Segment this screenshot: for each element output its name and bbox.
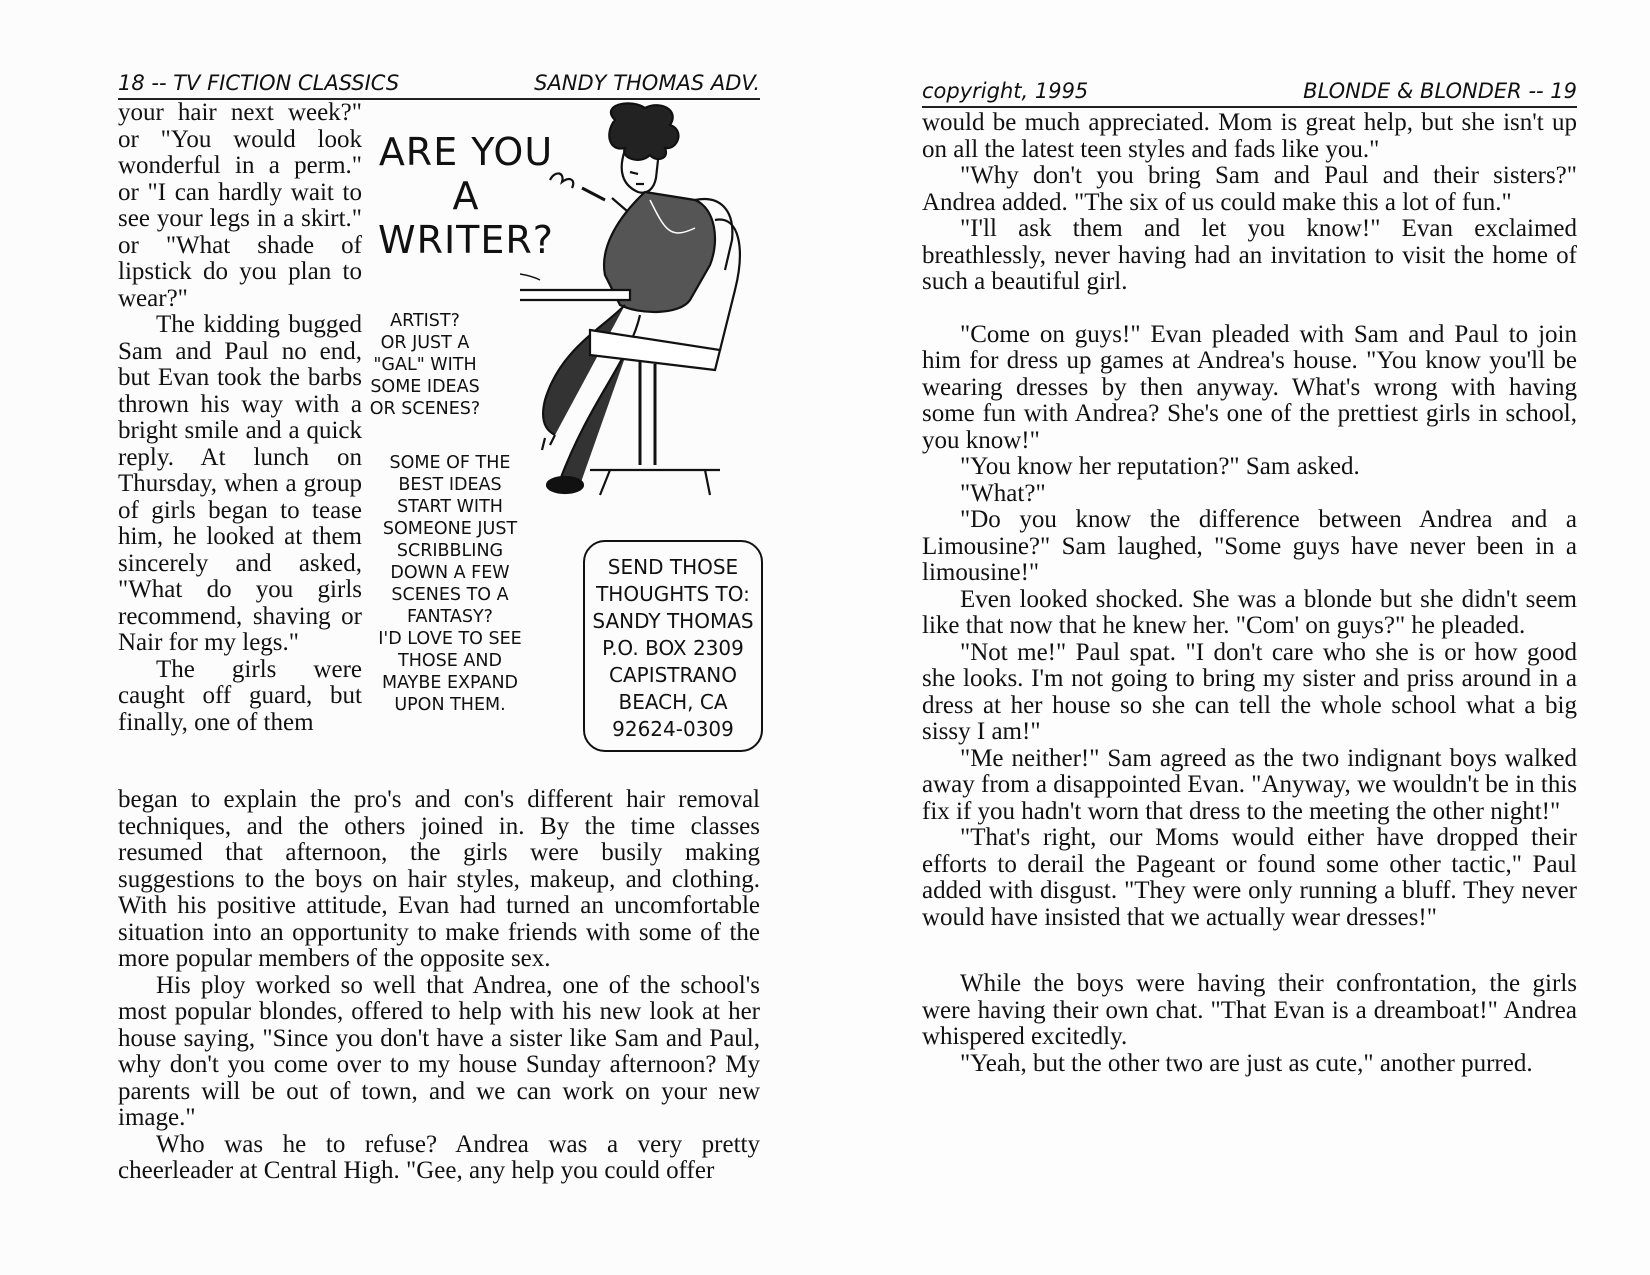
ad-headline-line: ARE YOU — [378, 130, 554, 174]
ad-address-line: 92624-0309 — [612, 717, 734, 741]
paragraph: Even looked shocked. She was a blonde but she didn't seem like that now that he knew her. "Com' on guys?" he pleaded. — [922, 585, 1577, 639]
ad-artist-line: "GAL" WITH — [373, 355, 477, 375]
ad-artist-line: OR JUST A — [380, 333, 470, 353]
woman-at-desk-illustration — [520, 100, 760, 530]
ad-ideas-line: UPON THEM. — [394, 695, 506, 715]
ad-address-line: CAPISTRANO — [609, 663, 737, 687]
ad-artist-line: SOME IDEAS — [370, 377, 480, 397]
ad-ideas-text — [370, 452, 530, 716]
paragraph: "Yeah, but the other two are just as cute," another purred. — [960, 1049, 1533, 1077]
ad-address-line: BEACH, CA — [618, 690, 728, 714]
ad-address-line: SEND THOSE — [607, 555, 739, 579]
ad-artist-text — [360, 310, 490, 420]
left-full-width-text — [118, 787, 760, 1185]
paragraph: "You know her reputation?" Sam asked. — [960, 453, 1360, 480]
paragraph: The kidding bugged Sam and Paul no end, but Evan took the barbs thrown his way with a bright smile and a quick reply. At lunch on Thursday, when a group of girls began to tease him, he looked at them sincerely and asked, "What do you girls recommend, shaving or Nair for my legs." — [118, 311, 362, 656]
right-page-text — [922, 110, 1577, 1077]
ad-address-box — [583, 540, 763, 752]
paragraph: "Not me!" Paul spat. "I don't care who she is or how good she looks. I'm not going to bring my sister and priss around in a dress at her house so she can tell the whole school what a big sissy I am!" — [922, 638, 1577, 745]
ad-address-line: SANDY THOMAS — [592, 609, 754, 633]
ad-address-line: P.O. BOX 2309 — [602, 636, 744, 660]
ad-ideas-line: SCRIBBLING — [396, 541, 504, 561]
paragraph: "Me neither!" Sam agreed as the two indignant boys walked away from a disappointed Evan. "Anyway, we wouldn't be in this fix if you hadn't worn that dress to the meeting the other night!" — [922, 744, 1577, 825]
ad-artist-line: ARTIST? — [390, 311, 460, 331]
paragraph: While the boys were having their confrontation, the girls were having their own chat. "That Evan is a dreamboat!" Andrea whispered excitedly. — [922, 970, 1577, 1050]
paragraph: "What?" — [960, 479, 1046, 507]
ad-ideas-line: DOWN A FEW — [390, 563, 510, 583]
paragraph: "Come on guys!" Evan pleaded with Sam and Paul to join him for dress up games at Andrea's house. "You know you'll be wearing dresses by then anyway. What's wrong with having some fun with Andrea? She's one of the prettiest girls in school, you know!" — [922, 320, 1577, 454]
ad-headline-line: WRITER? — [378, 218, 554, 262]
ad-ideas-line: THOSE AND — [398, 651, 502, 671]
left-page — [0, 0, 820, 1275]
paragraph: The girls were caught off guard, but finally, one of them — [118, 655, 362, 736]
paragraph: "That's right, our Moms would either have dropped their efforts to derail the Pageant or found some other tactic," Paul added with disgust. "They were only running a bluff. They never would have insisted that we actually wear dresses!" — [922, 824, 1577, 931]
left-running-head — [118, 68, 760, 100]
paragraph: "Do you know the difference between Andrea and a Limousine?" Sam laughed, "Some guys have never been in a limousine!" — [922, 506, 1577, 586]
paragraph: began to explain the pro's and con's different hair removal techniques, and the others joined in. By the time classes resumed that afternoon, the girls were busily making suggestions to the boys on hair styles, makeup, and clothing. With his positive attitude, Evan had turned an uncomfortable situation into an opportunity to make friends with some of the more popular members of the opposite sex. — [118, 786, 760, 972]
right-header-copyright: copyright, 1995 — [922, 79, 1089, 103]
ad-ideas-line: START WITH — [397, 497, 503, 517]
paragraph: Who was he to refuse? Andrea was a very pretty cheerleader at Central High. "Gee, any help you could offer — [118, 1130, 760, 1184]
ad-ideas-line: SOME OF THE — [389, 453, 511, 473]
paragraph: your hair next week?" or "You would look wonderful in a perm." or "I can hardly wait to see your legs in a skirt." or "What shade of lipstick do you plan to wear?" — [118, 99, 362, 312]
ad-ideas-line: SOMEONE JUST — [382, 519, 518, 539]
paragraph: "I'll ask them and let you know!" Evan exclaimed breathlessly, never having had an invitation to visit the home of such a beautiful girl. — [922, 215, 1577, 295]
right-header-title: BLONDE & BLONDER -- 19 — [1303, 79, 1577, 103]
right-running-head — [922, 76, 1577, 108]
ad-ideas-line: I'D LOVE TO SEE — [378, 629, 522, 649]
section-break — [922, 931, 1577, 971]
right-page — [820, 0, 1650, 1275]
paragraph: "Why don't you bring Sam and Paul and their sisters?" Andrea added. "The six of us could make this a lot of fun." — [922, 162, 1577, 216]
paragraph: His ploy worked so well that Andrea, one of the school's most popular blondes, offered to help with his new look at her house saying, "Since you don't have a sister like Sam and Paul, why don't you come over to my house Sunday afternoon? My parents will be out of town, and we can work on your new image." — [118, 971, 760, 1131]
ad-ideas-line: SCENES TO A — [391, 585, 509, 605]
section-break — [922, 296, 1577, 322]
left-header-author: SANDY THOMAS ADV. — [534, 71, 760, 95]
left-column-text — [118, 100, 362, 736]
ad-ideas-line: MAYBE EXPAND — [381, 673, 519, 693]
ad-headline-line: A — [452, 174, 480, 218]
ad-ideas-line: FANTASY? — [407, 607, 493, 627]
left-header-title: 18 -- TV FICTION CLASSICS — [118, 71, 400, 95]
ad-ideas-line: BEST IDEAS — [398, 475, 502, 495]
paragraph: would be much appreciated. Mom is great help, but she isn't up on all the latest teen styles and fads like you." — [922, 109, 1577, 163]
ad-artist-line: OR SCENES? — [369, 399, 481, 419]
ad-address-line: THOUGHTS TO: — [596, 582, 750, 606]
